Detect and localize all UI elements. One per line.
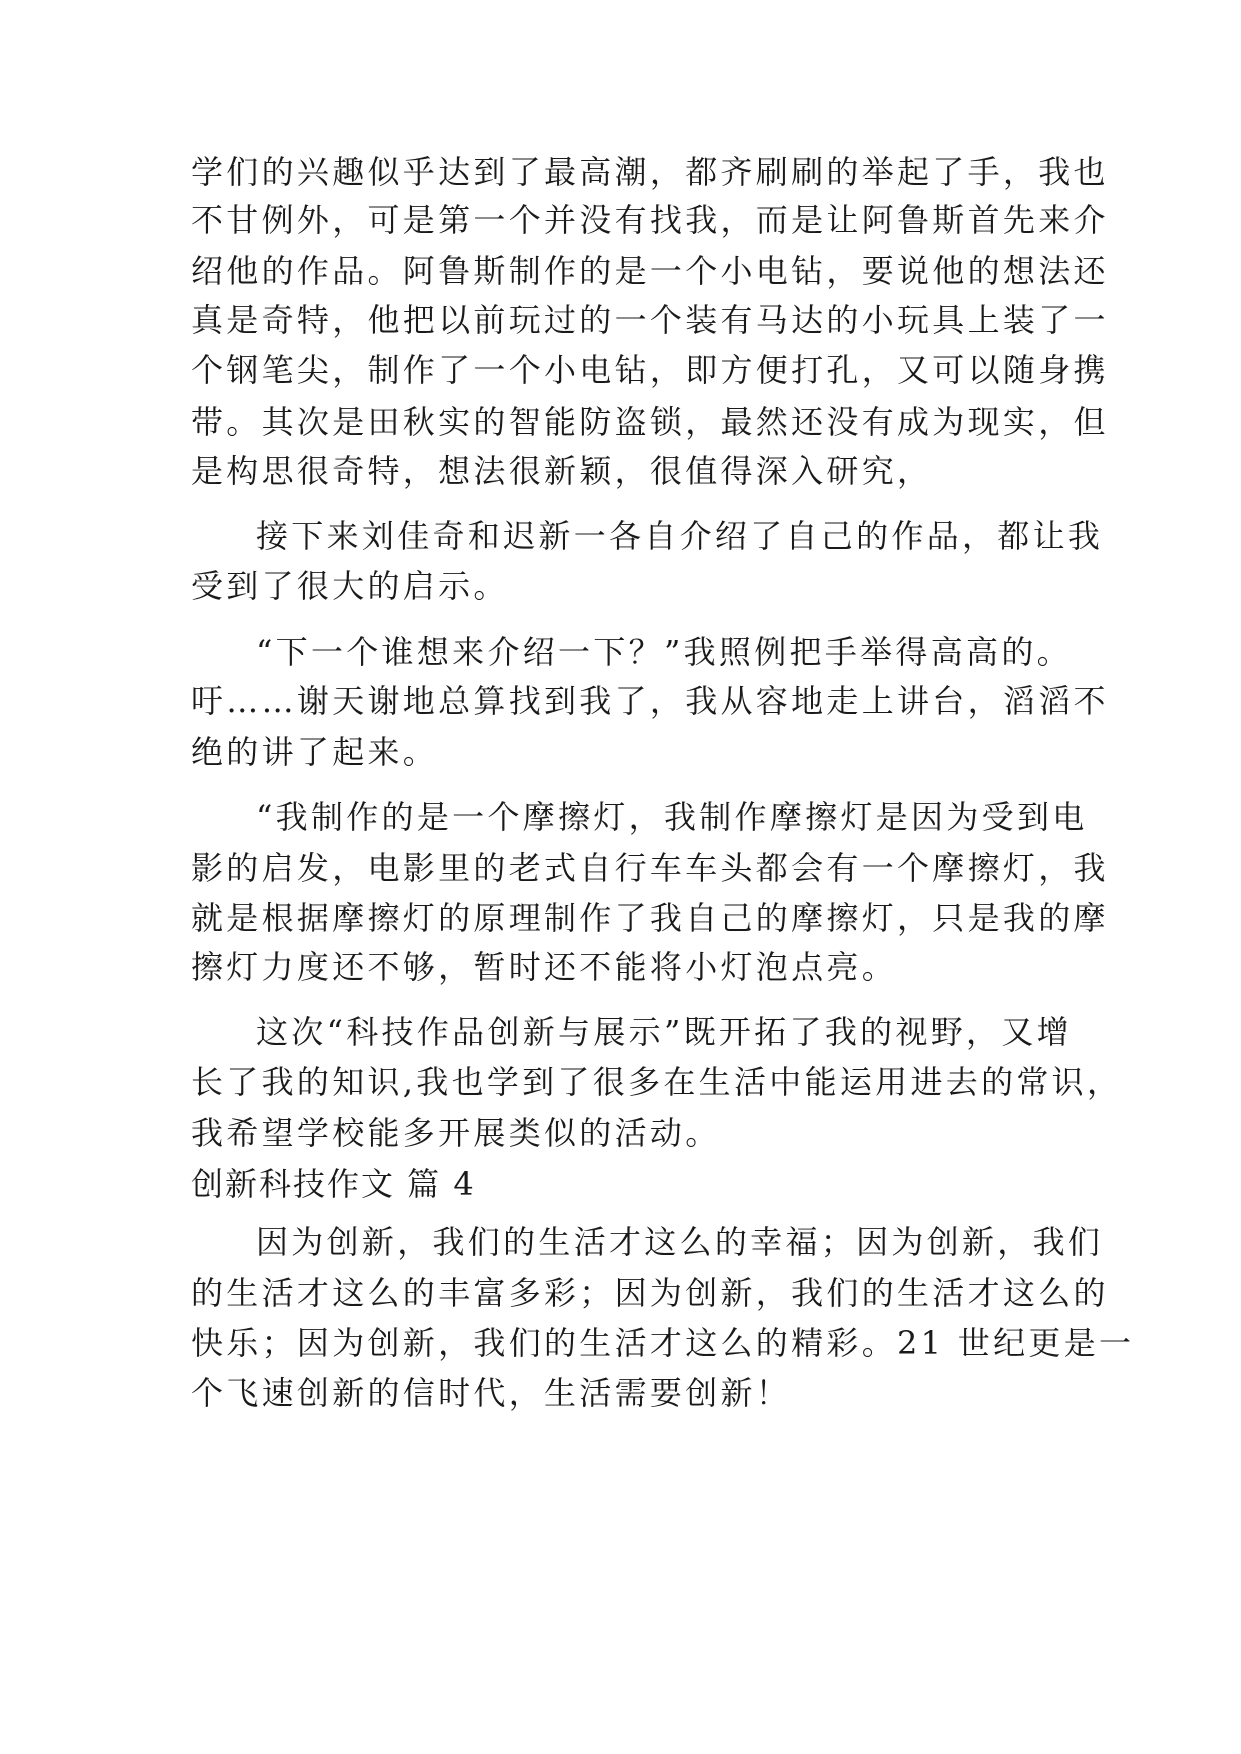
paragraph-first-line: 接下来刘佳奇和迟新一各自介绍了自己的作品，都让我 [256, 517, 1104, 555]
text-line: 长了我的知识,我也学到了很多在生活中能运用进去的常识， [191, 1063, 1123, 1101]
text-line: 受到了很大的启示。 [191, 567, 509, 605]
text-line: 我希望学校能多开展类似的活动。 [191, 1114, 721, 1152]
text-line: 快乐；因为创新，我们的生活才这么的精彩。21 世纪更是一 [191, 1324, 1135, 1362]
text-line: 吁……谢天谢地总算找到我了，我从容地走上讲台，滔滔不 [191, 682, 1109, 720]
text-line: 个飞速创新的信时代，生活需要创新！ [191, 1374, 792, 1412]
text-line: 真是奇特，他把以前玩过的一个装有马达的小玩具上装了一 [191, 301, 1109, 339]
paragraph-first-line: 这次“科技作品创新与展示”既开拓了我的视野，又增 [256, 1013, 1072, 1051]
text-line: 带。其次是田秋实的智能防盗锁，最然还没有成为现实，但 [191, 403, 1109, 441]
text-line: 学们的兴趣似乎达到了最高潮，都齐刷刷的举起了手，我也 [191, 153, 1109, 191]
section-heading: 创新科技作文 篇 4 [191, 1165, 476, 1203]
paragraph-first-line: 因为创新，我们的生活才这么的幸福；因为创新，我们 [256, 1223, 1104, 1261]
text-line: 是构思很奇特，想法很新颖，很值得深入研究， [191, 452, 933, 490]
paragraph-first-line: “我制作的是一个摩擦灯，我制作摩擦灯是因为受到电 [256, 798, 1088, 836]
text-line: 绝的讲了起来。 [191, 733, 439, 771]
text-line: 擦灯力度还不够，暂时还不能将小灯泡点亮。 [191, 948, 898, 986]
text-line: 个钢笔尖，制作了一个小电钻，即方便打孔，又可以随身携 [191, 351, 1109, 389]
text-line: 绍他的作品。阿鲁斯制作的是一个小电钻，要说他的想法还 [191, 252, 1109, 290]
paragraph-first-line: “下一个谁想来介绍一下？”我照例把手举得高高的。 [256, 633, 1072, 671]
text-line: 就是根据摩擦灯的原理制作了我自己的摩擦灯，只是我的摩 [191, 899, 1109, 937]
text-line: 的生活才这么的丰富多彩；因为创新，我们的生活才这么的 [191, 1274, 1109, 1312]
text-line: 影的启发，电影里的老式自行车车头都会有一个摩擦灯，我 [191, 849, 1109, 887]
text-line: 不甘例外，可是第一个并没有找我，而是让阿鲁斯首先来介 [191, 201, 1109, 239]
